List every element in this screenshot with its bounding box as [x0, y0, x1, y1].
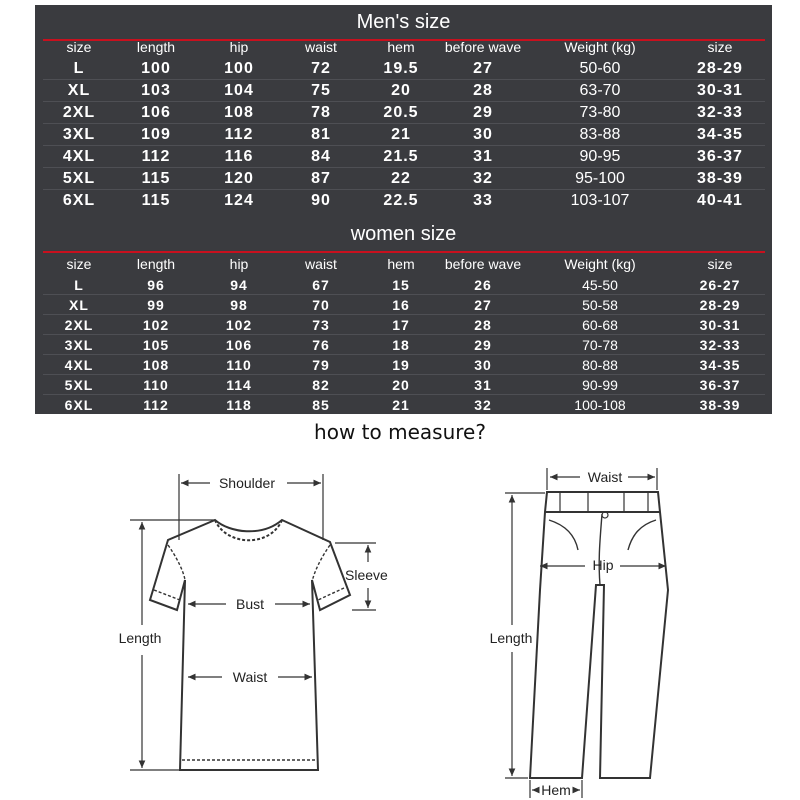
pants-pocket-left [549, 520, 578, 550]
table-cell: 110 [143, 377, 169, 393]
table-cell: 105 [142, 337, 170, 353]
table-cell: 30-31 [697, 82, 743, 99]
header-cell: Weight (kg) [564, 256, 636, 272]
table-cell: 83-88 [579, 126, 621, 143]
table-cell: 31 [473, 148, 493, 165]
table-cell: XL [69, 297, 89, 313]
tshirt-sleeve-seam-right [312, 545, 330, 583]
table-cell: 103-107 [570, 192, 630, 209]
table-cell: 34-35 [699, 357, 741, 373]
table-cell: 50-60 [579, 60, 621, 77]
table-cell: 98 [230, 297, 248, 313]
table-cell: 85 [312, 397, 330, 413]
tshirt-measure-lines [130, 474, 376, 770]
table-cell: 32-33 [697, 104, 743, 121]
table-cell: 16 [392, 297, 410, 313]
table-cell: 112 [141, 148, 171, 165]
table-cell: 70-78 [582, 337, 618, 353]
table-cell: 31 [474, 377, 492, 393]
table-cell: 90-95 [579, 148, 621, 165]
table-cell: 3XL [64, 337, 94, 353]
table-cell: 45-50 [582, 277, 618, 293]
table-cell: 38-39 [697, 170, 743, 187]
table-cell: 116 [224, 148, 254, 165]
table-cell: 34-35 [697, 126, 743, 143]
table-cell: 4XL [62, 148, 96, 165]
tshirt-diagram [150, 520, 350, 770]
table-cell: 40-41 [697, 192, 743, 209]
table-cell: 115 [141, 170, 171, 187]
table-cell: 102 [142, 317, 170, 333]
shoulder-label: Shoulder [218, 475, 276, 491]
table-cell: 112 [143, 397, 169, 413]
shirt-length-label: Length [118, 630, 162, 646]
table-cell: 90 [311, 192, 331, 209]
table-cell: 29 [474, 337, 492, 353]
table-cell: 79 [312, 357, 330, 373]
pants-fly [599, 514, 602, 585]
table-cell: 96 [147, 277, 165, 293]
how-to-measure-title: how to measure? [314, 420, 486, 444]
table-cell: 102 [225, 317, 253, 333]
tshirt-outline [150, 520, 350, 770]
table-cell: 104 [224, 82, 254, 99]
table-cell: 28-29 [697, 60, 743, 77]
table-cell: 78 [311, 104, 331, 121]
table-cell: 110 [226, 357, 252, 373]
shirt-waist-label: Waist [232, 669, 268, 685]
tshirt-sleeve-seam-left [168, 545, 185, 583]
table-cell: 106 [141, 104, 171, 121]
table-cell: 22.5 [383, 192, 419, 209]
table-cell: 100 [224, 60, 254, 77]
table-cell: L [74, 277, 84, 293]
header-cell: before wave [444, 256, 522, 272]
table-cell: 5XL [64, 377, 94, 393]
table-cell: 20 [392, 377, 410, 393]
table-cell: 81 [311, 126, 331, 143]
table-cell: 32 [473, 170, 493, 187]
header-cell: hem [387, 256, 415, 272]
table-cell: L [73, 60, 85, 77]
table-cell: 99 [147, 297, 165, 313]
header-cell: length [136, 256, 176, 272]
table-cell: 29 [473, 104, 493, 121]
header-cell: hip [229, 256, 249, 272]
table-cell: 112 [224, 126, 254, 143]
tshirt-cuff-right [318, 588, 344, 600]
table-cell: 95-100 [575, 170, 625, 187]
table-cell: 26-27 [699, 277, 741, 293]
men-size-title: Men's size [356, 11, 451, 33]
table-cell: 120 [224, 170, 254, 187]
pants-pocket-right [628, 520, 656, 550]
pants-belt-loops [560, 492, 648, 512]
table-cell: 108 [224, 104, 254, 121]
table-cell: 21 [391, 126, 411, 143]
table-cell: 21 [392, 397, 410, 413]
table-cell: 60-68 [582, 317, 618, 333]
table-cell: 124 [224, 192, 254, 209]
table-cell: 30-31 [699, 317, 741, 333]
table-cell: 20 [391, 82, 411, 99]
table-cell: 63-70 [579, 82, 621, 99]
table-cell: 30 [474, 357, 492, 373]
header-cell: size [66, 39, 92, 55]
table-cell: 76 [312, 337, 330, 353]
header-cell: size [66, 256, 92, 272]
table-cell: 27 [474, 297, 492, 313]
pants-outline [530, 492, 668, 778]
tshirt-collar [215, 520, 282, 540]
table-cell: 115 [141, 192, 171, 209]
table-cell: 118 [226, 397, 252, 413]
tshirt-cuff-left [154, 590, 180, 600]
sleeve-label: Sleeve [345, 567, 388, 583]
table-cell: 27 [473, 60, 493, 77]
table-cell: 75 [311, 82, 331, 99]
table-cell: 6XL [64, 397, 94, 413]
table-cell: 3XL [62, 126, 96, 143]
table-cell: 108 [142, 357, 170, 373]
table-cell: 5XL [62, 170, 96, 187]
table-cell: 28 [473, 82, 493, 99]
header-cell: Weight (kg) [564, 39, 636, 55]
table-cell: 73-80 [579, 104, 621, 121]
table-cell: 106 [225, 337, 253, 353]
hip-label: Hip [592, 557, 614, 573]
table-cell: 67 [312, 277, 330, 293]
table-cell: 15 [392, 277, 410, 293]
header-cell: before wave [444, 39, 522, 55]
bust-label: Bust [235, 596, 265, 612]
table-cell: 19.5 [383, 60, 419, 77]
header-cell: length [136, 39, 176, 55]
table-cell: 6XL [62, 192, 96, 209]
table-cell: 90-99 [582, 377, 618, 393]
hem-label: Hem [541, 782, 571, 798]
table-cell: 109 [141, 126, 171, 143]
table-cell: 82 [312, 377, 330, 393]
table-cell: 18 [392, 337, 410, 353]
table-cell: 100 [141, 60, 171, 77]
table-cell: 94 [230, 277, 248, 293]
table-cell: 28-29 [699, 297, 741, 313]
header-cell: size [707, 39, 733, 55]
table-cell: 28 [474, 317, 492, 333]
women-size-title: women size [350, 223, 457, 245]
pants-waist-label: Waist [587, 469, 623, 485]
pants-diagram [530, 492, 668, 778]
table-cell: 84 [311, 148, 331, 165]
table-cell: 87 [311, 170, 331, 187]
table-cell: 4XL [64, 357, 94, 373]
header-cell: size [707, 256, 733, 272]
header-cell: waist [305, 39, 337, 55]
table-cell: 20.5 [383, 104, 419, 121]
table-cell: 33 [473, 192, 493, 209]
table-cell: 30 [473, 126, 493, 143]
header-cell: hem [387, 39, 415, 55]
table-cell: 17 [392, 317, 410, 333]
table-cell: 36-37 [699, 377, 741, 393]
table-cell: 114 [226, 377, 252, 393]
table-cell: 50-58 [582, 297, 618, 313]
table-cell: 80-88 [582, 357, 618, 373]
table-cell: 21.5 [383, 148, 419, 165]
table-cell: 2XL [62, 104, 96, 121]
table-cell: 72 [311, 60, 331, 77]
table-cell: 32 [474, 397, 492, 413]
table-cell: 38-39 [699, 397, 741, 413]
table-cell: 22 [391, 170, 411, 187]
table-cell: 2XL [64, 317, 94, 333]
table-cell: 70 [312, 297, 330, 313]
table-cell: XL [67, 82, 91, 99]
table-cell: 36-37 [697, 148, 743, 165]
table-cell: 19 [392, 357, 410, 373]
table-cell: 73 [312, 317, 330, 333]
header-cell: waist [305, 256, 337, 272]
table-cell: 100-108 [574, 397, 626, 413]
table-cell: 103 [141, 82, 171, 99]
header-cell: hip [229, 39, 249, 55]
table-cell: 32-33 [699, 337, 741, 353]
table-cell: 26 [474, 277, 492, 293]
pants-length-label: Length [489, 630, 533, 646]
